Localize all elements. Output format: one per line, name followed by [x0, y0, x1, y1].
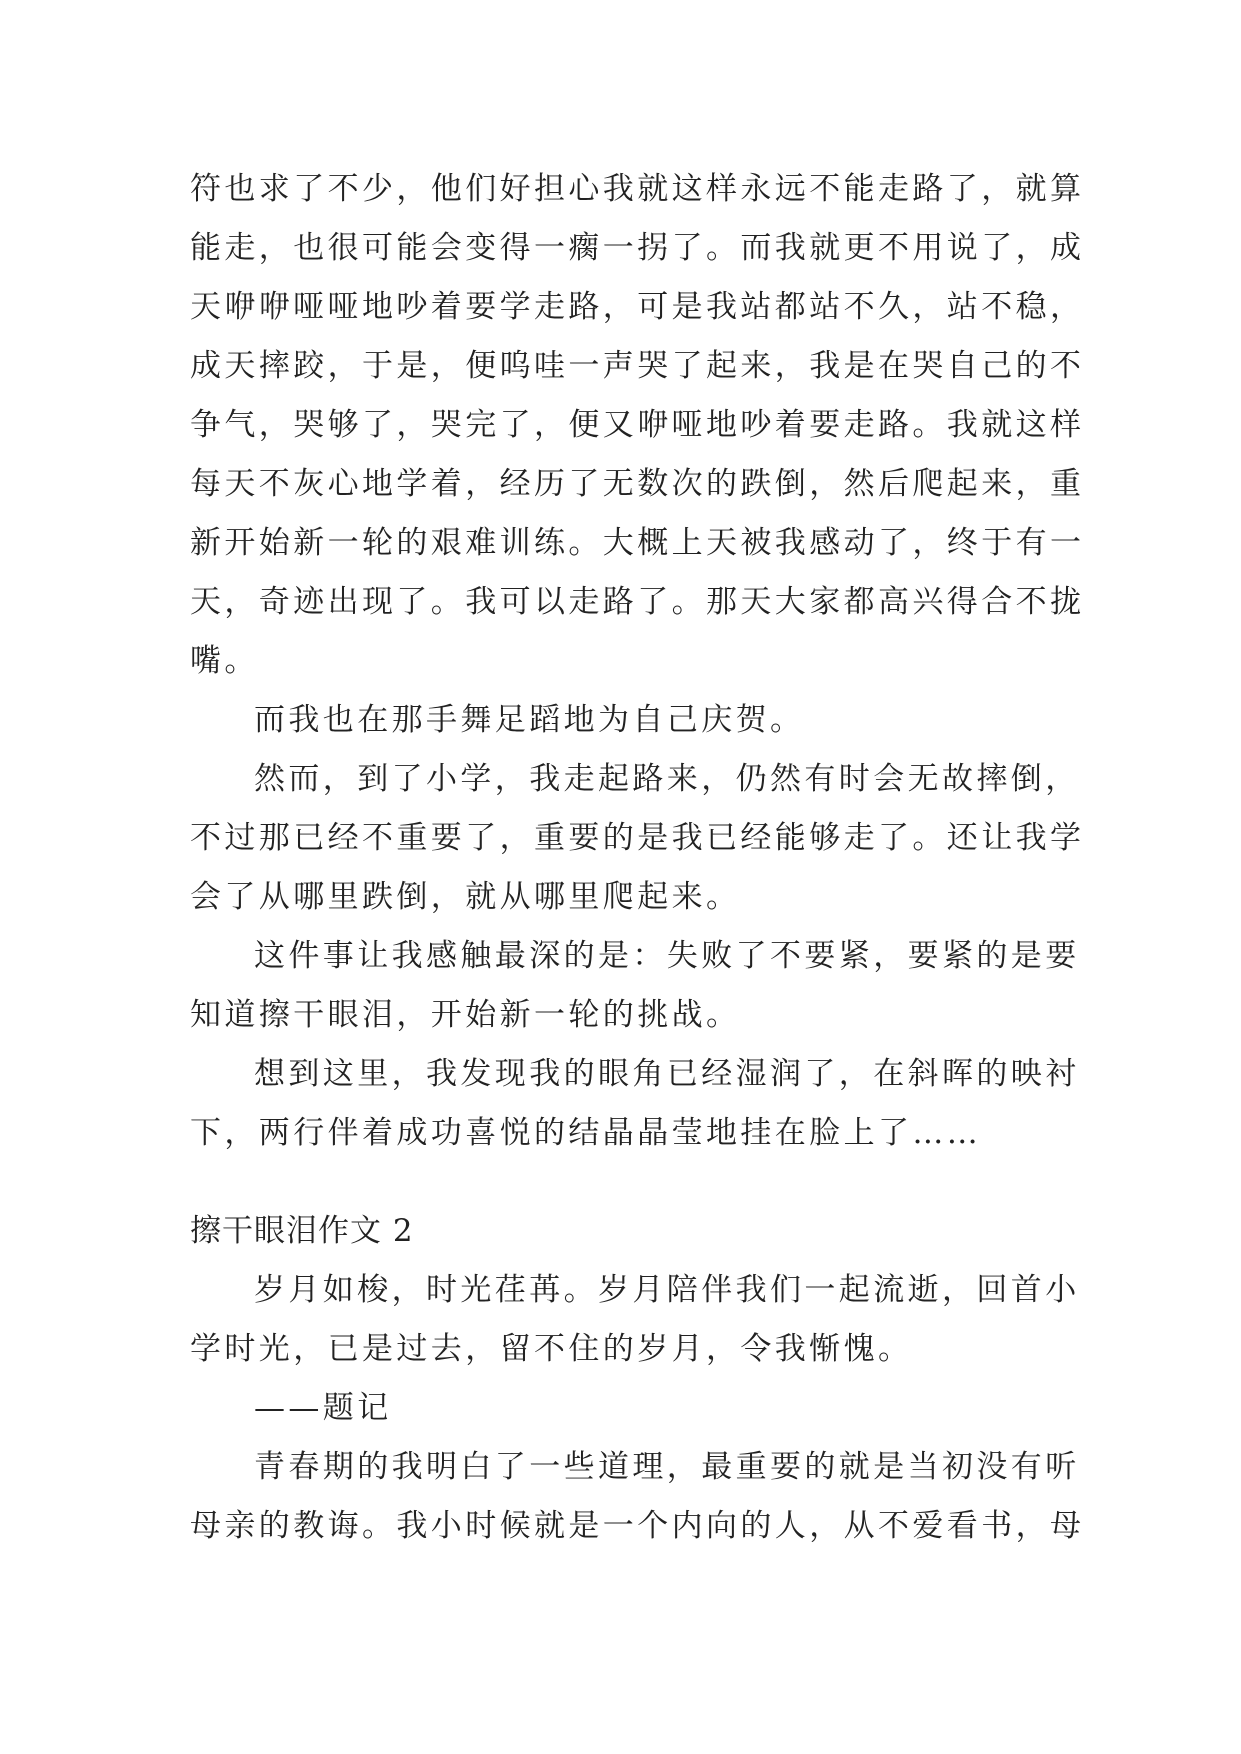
text-line: 下，两行伴着成功喜悦的结晶晶莹地挂在脸上了……: [190, 1115, 982, 1151]
epigraph-signature: ——题记: [254, 1390, 392, 1426]
document-body: [190, 160, 1085, 1556]
text-line: 想到这里，我发现我的眼角已经湿润了，在斜晖的映衬: [254, 1056, 1080, 1092]
text-line: 不过那已经不重要了，重要的是我已经能够走了。还让我学: [190, 820, 1085, 856]
text-line: 然而，到了小学，我走起路来，仍然有时会无故摔倒，: [254, 761, 1080, 797]
text-line: 新开始新一轮的艰难训练。大概上天被我感动了，终于有一: [190, 525, 1085, 561]
text-line: 每天不灰心地学着，经历了无数次的跌倒，然后爬起来，重: [190, 466, 1085, 502]
text-line: 知道擦干眼泪，开始新一轮的挑战。: [190, 997, 741, 1033]
paragraph: [190, 1438, 1085, 1556]
text-line: 而我也在那手舞足蹈地为自己庆贺。: [254, 702, 805, 738]
text-line: 会了从哪里跌倒，就从哪里爬起来。: [190, 879, 741, 915]
paragraph: [190, 1045, 1080, 1163]
paragraph: [190, 927, 1080, 1045]
text-line: 争气，哭够了，哭完了，便又咿哑地吵着要走路。我就这样: [190, 407, 1085, 443]
text-line: 符也求了不少，他们好担心我就这样永远不能走路了，就算: [190, 171, 1085, 207]
text-line: 能走，也很可能会变得一瘸一拐了。而我就更不用说了，成: [190, 230, 1085, 266]
text-line: 岁月如梭，时光荏苒。岁月陪伴我们一起流逝，回首小: [254, 1272, 1080, 1308]
section-title: 擦干眼泪作文 2: [190, 1213, 414, 1249]
paragraph: [190, 1261, 1080, 1379]
text-line: 嘴。: [190, 643, 259, 679]
paragraph: [190, 691, 1070, 750]
text-line: 这件事让我感触最深的是：失败了不要紧，要紧的是要: [254, 938, 1080, 974]
text-line: 学时光，已是过去，留不住的岁月，令我惭愧。: [190, 1331, 913, 1367]
paragraph-continuation: [190, 160, 1085, 691]
paragraph: [190, 750, 1085, 927]
text-line: 天，奇迹出现了。我可以走路了。那天大家都高兴得合不拢: [190, 584, 1085, 620]
text-line: 天咿咿哑哑地吵着要学走路，可是我站都站不久，站不稳，: [190, 289, 1085, 325]
text-line: 青春期的我明白了一些道理，最重要的就是当初没有听: [254, 1449, 1080, 1485]
text-line: 成天摔跤，于是，便呜哇一声哭了起来，我是在哭自己的不: [190, 348, 1085, 384]
text-line: 母亲的教诲。我小时候就是一个内向的人，从不爱看书，母: [190, 1508, 1085, 1544]
section-gap: [190, 1163, 1070, 1202]
